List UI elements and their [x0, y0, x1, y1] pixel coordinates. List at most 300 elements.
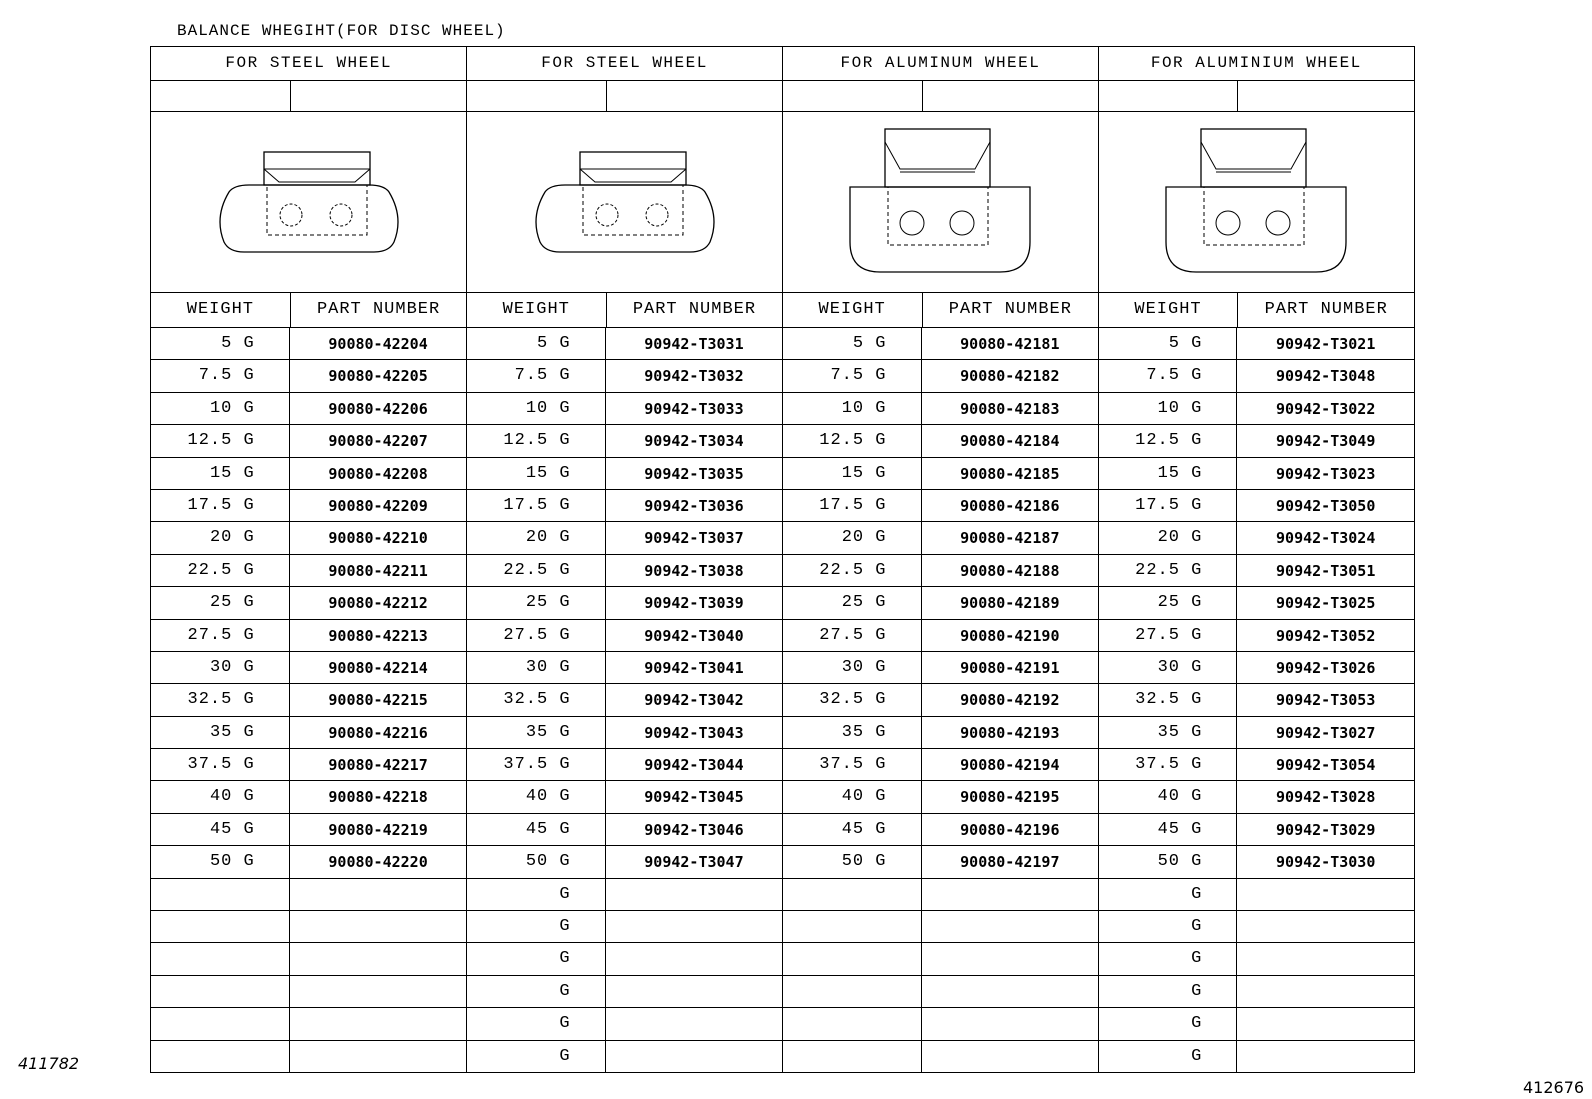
part-number-cell: 90080-42196 [960, 820, 1060, 839]
table-body [467, 328, 782, 1072]
part-number-cell: 90942-T3022 [1276, 399, 1376, 418]
table-row [151, 1041, 466, 1072]
weight-cell: 45 G [783, 814, 922, 845]
table-row [467, 879, 782, 911]
weight-cell: 22.5 G [783, 555, 922, 586]
weight-cell: 37.5 G [467, 749, 606, 780]
aluminum-weight-illustration [783, 112, 1098, 293]
weight-cell: G [467, 879, 606, 910]
weight-cell [783, 976, 922, 1007]
weight-cell: 27.5 G [783, 620, 922, 651]
part-number-cell: 90942-T3040 [644, 626, 744, 645]
part-number-cell: 90942-T3039 [644, 594, 744, 613]
weight-cell: 25 G [1099, 587, 1238, 618]
part-number-cell: 90080-42210 [328, 529, 428, 548]
group-heading: FOR STEEL WHEEL [151, 47, 466, 81]
weight-cell: 15 G [1099, 458, 1238, 489]
table-row [151, 393, 466, 425]
table-row [151, 1008, 466, 1040]
part-number-cell: 90942-T3045 [644, 788, 744, 807]
weight-cell: 50 G [783, 846, 922, 877]
part-number-cell: 90080-42183 [960, 399, 1060, 418]
weight-cell: 27.5 G [1099, 620, 1238, 651]
weight-cell: 27.5 G [151, 620, 290, 651]
weight-cell: 45 G [1099, 814, 1238, 845]
table-row [1099, 943, 1414, 975]
table-row [467, 846, 782, 878]
table-row [1099, 393, 1414, 425]
part-number-cell: 90942-T3054 [1276, 756, 1376, 775]
part-number-cell: 90080-42214 [328, 658, 428, 677]
table-row [1099, 555, 1414, 587]
weight-cell: 32.5 G [783, 684, 922, 715]
weight-cell: 15 G [467, 458, 606, 489]
weight-cell: 10 G [467, 393, 606, 424]
weight-cell: 40 G [151, 781, 290, 812]
part-number-cell [922, 911, 1099, 942]
blank-cell [151, 81, 291, 111]
part-number-cell: 90942-T3032 [644, 367, 744, 386]
table-row [151, 781, 466, 813]
table-row [151, 458, 466, 490]
blank-cell [1099, 81, 1239, 111]
table-row [1099, 490, 1414, 522]
weight-cell: G [467, 943, 606, 974]
table-row [1099, 879, 1414, 911]
table-row [151, 652, 466, 684]
part-number-cell: 90942-T3034 [644, 432, 744, 451]
part-number-cell: 90942-T3041 [644, 658, 744, 677]
part-number-cell: 90080-42184 [960, 432, 1060, 451]
part-number-cell [922, 879, 1099, 910]
part-number-cell [922, 976, 1099, 1007]
part-number-cell: 90942-T3049 [1276, 432, 1376, 451]
reference-number-left: 411782 [18, 1054, 80, 1073]
group-aluminum-2 [1098, 46, 1415, 1073]
weight-cell: 35 G [783, 717, 922, 748]
part-number-cell [1237, 1041, 1414, 1072]
part-number-cell [1237, 1008, 1414, 1039]
table-row [151, 555, 466, 587]
weight-cell: 30 G [1099, 652, 1238, 683]
part-number-cell [290, 1041, 467, 1072]
part-number-cell: 90080-42211 [328, 561, 428, 580]
part-number-cell [290, 911, 467, 942]
table-row [1099, 717, 1414, 749]
weight-cell: 7.5 G [783, 360, 922, 391]
part-number-cell: 90080-42182 [960, 367, 1060, 386]
weight-cell: 30 G [467, 652, 606, 683]
weight-cell: 35 G [1099, 717, 1238, 748]
table-row [151, 717, 466, 749]
table-row [151, 620, 466, 652]
table-row [1099, 620, 1414, 652]
weight-column-header: WEIGHT [467, 293, 607, 327]
part-number-cell: 90080-42195 [960, 788, 1060, 807]
table-body [151, 328, 466, 1072]
group-heading: FOR ALUMINUM WHEEL [783, 47, 1098, 81]
table-row [467, 522, 782, 554]
weight-column-header: WEIGHT [783, 293, 923, 327]
table-row [783, 911, 1098, 943]
weight-cell: 50 G [1099, 846, 1238, 877]
part-number-column-header: PART NUMBER [1264, 300, 1388, 319]
table-body [783, 328, 1098, 1072]
table-row [783, 814, 1098, 846]
blank-header-row [467, 81, 782, 112]
table-row [1099, 1041, 1414, 1072]
table-row [783, 328, 1098, 360]
part-number-cell: 90080-42206 [328, 399, 428, 418]
weight-cell: G [467, 1008, 606, 1039]
part-number-cell: 90080-42191 [960, 658, 1060, 677]
part-number-cell: 90080-42215 [328, 691, 428, 710]
weight-cell: 12.5 G [783, 425, 922, 456]
weight-cell: 20 G [151, 522, 290, 553]
table-row [783, 555, 1098, 587]
weight-cell: 5 G [467, 328, 606, 359]
table-row [467, 911, 782, 943]
table-row [151, 490, 466, 522]
weight-cell: 32.5 G [467, 684, 606, 715]
table-row [151, 522, 466, 554]
group-steel-2 [466, 46, 783, 1073]
table-body [1099, 328, 1414, 1072]
table-row [151, 814, 466, 846]
weight-cell [783, 1041, 922, 1072]
table-row [1099, 911, 1414, 943]
part-number-cell: 90942-T3033 [644, 399, 744, 418]
table-row [783, 1041, 1098, 1072]
table-row [1099, 458, 1414, 490]
weight-cell: 45 G [467, 814, 606, 845]
table-row [467, 1041, 782, 1072]
weight-cell: 17.5 G [467, 490, 606, 521]
table-row [1099, 976, 1414, 1008]
group-heading: FOR ALUMINIUM WHEEL [1099, 47, 1414, 81]
weight-cell: 40 G [783, 781, 922, 812]
weight-cell [783, 943, 922, 974]
table-row [1099, 814, 1414, 846]
weight-cell: 30 G [151, 652, 290, 683]
table-row [1099, 781, 1414, 813]
weight-cell: G [467, 976, 606, 1007]
table-row [467, 943, 782, 975]
weight-cell: 32.5 G [151, 684, 290, 715]
table-row [467, 652, 782, 684]
weight-cell: 27.5 G [467, 620, 606, 651]
part-number-cell [606, 1008, 783, 1039]
weight-cell: G [1099, 943, 1238, 974]
weight-column-header: WEIGHT [1099, 293, 1239, 327]
part-number-cell: 90942-T3051 [1276, 561, 1376, 580]
part-number-cell: 90942-T3038 [644, 561, 744, 580]
table-row [783, 976, 1098, 1008]
part-number-cell: 90942-T3052 [1276, 626, 1376, 645]
weight-cell: 10 G [1099, 393, 1238, 424]
weight-cell: G [1099, 976, 1238, 1007]
part-number-cell: 90942-T3048 [1276, 367, 1376, 386]
table-row [783, 846, 1098, 878]
weight-cell: 5 G [1099, 328, 1238, 359]
weight-cell: 15 G [151, 458, 290, 489]
weight-cell: 22.5 G [151, 555, 290, 586]
weight-cell: 35 G [467, 717, 606, 748]
weight-cell: 17.5 G [783, 490, 922, 521]
weight-cell: G [1099, 879, 1238, 910]
part-number-cell: 90942-T3053 [1276, 691, 1376, 710]
part-number-column-header: PART NUMBER [632, 300, 757, 319]
weight-cell: 50 G [467, 846, 606, 877]
part-number-cell: 90080-42181 [960, 335, 1060, 353]
table-row [1099, 749, 1414, 781]
part-number-cell: 90942-T3028 [1276, 788, 1376, 807]
weight-cell: G [1099, 1041, 1238, 1072]
table-row [467, 425, 782, 457]
part-number-cell: 90080-42219 [328, 820, 428, 839]
weight-cell: 25 G [783, 587, 922, 618]
column-header-row [783, 293, 1098, 328]
steel-weight-illustration [467, 112, 782, 293]
table-row [151, 425, 466, 457]
part-number-cell: 90942-T3046 [644, 820, 744, 839]
part-number-cell: 90080-42197 [960, 853, 1060, 872]
part-number-cell [290, 879, 467, 910]
weight-cell [151, 1041, 290, 1072]
part-number-cell: 90080-42216 [328, 723, 428, 742]
weight-cell: 7.5 G [151, 360, 290, 391]
group-aluminum-1 [782, 46, 1099, 1073]
weight-cell: G [467, 911, 606, 942]
part-number-cell: 90942-T3042 [644, 691, 744, 710]
table-row [467, 1008, 782, 1040]
table-row [1099, 425, 1414, 457]
part-number-cell [1237, 879, 1414, 910]
weight-cell: 7.5 G [467, 360, 606, 391]
part-number-cell: 90942-T3026 [1276, 658, 1376, 677]
part-number-cell: 90942-T3043 [644, 723, 744, 742]
weight-cell [151, 976, 290, 1007]
weight-cell: 32.5 G [1099, 684, 1238, 715]
weight-cell: 12.5 G [467, 425, 606, 456]
table-row [151, 976, 466, 1008]
blank-header-row [783, 81, 1098, 112]
weight-cell: 7.5 G [1099, 360, 1238, 391]
part-number-cell: 90942-T3044 [644, 756, 744, 775]
part-number-cell [922, 1041, 1099, 1072]
blank-header-row [151, 81, 466, 112]
table-row [467, 717, 782, 749]
part-number-cell: 90080-42218 [328, 788, 428, 807]
part-number-cell: 90942-T3047 [644, 853, 744, 872]
table-row [151, 684, 466, 716]
blank-cell [467, 81, 607, 111]
table-row [467, 814, 782, 846]
part-number-cell: 90080-42208 [328, 464, 428, 483]
column-header-row [467, 293, 782, 328]
weight-cell: 37.5 G [151, 749, 290, 780]
part-number-cell: 90942-T3035 [644, 464, 744, 483]
part-number-cell [606, 879, 783, 910]
balance-weight-table [150, 46, 1415, 1073]
table-row [783, 749, 1098, 781]
table-row [1099, 652, 1414, 684]
weight-cell [151, 879, 290, 910]
weight-cell: 25 G [467, 587, 606, 618]
table-row [467, 360, 782, 392]
table-row [467, 393, 782, 425]
table-row [783, 360, 1098, 392]
part-number-cell: 90080-42189 [960, 594, 1060, 613]
table-row [783, 620, 1098, 652]
weight-cell: 20 G [783, 522, 922, 553]
weight-cell: 5 G [783, 328, 922, 359]
part-number-cell: 90942-T3025 [1276, 594, 1376, 613]
part-number-cell: 90942-T3030 [1276, 853, 1376, 872]
weight-cell: G [1099, 1008, 1238, 1039]
part-number-cell: 90942-T3021 [1276, 335, 1376, 353]
weight-cell: 40 G [467, 781, 606, 812]
part-number-cell [606, 976, 783, 1007]
weight-cell: 20 G [467, 522, 606, 553]
part-number-cell [290, 943, 467, 974]
part-number-cell: 90942-T3024 [1276, 529, 1376, 548]
part-number-cell: 90942-T3036 [644, 496, 744, 515]
table-row [151, 587, 466, 619]
part-number-cell: 90080-42190 [960, 626, 1060, 645]
table-row [1099, 684, 1414, 716]
weight-cell: 40 G [1099, 781, 1238, 812]
group-heading: FOR STEEL WHEEL [467, 47, 782, 81]
weight-cell: G [467, 1041, 606, 1072]
weight-cell: 10 G [151, 393, 290, 424]
table-row [467, 976, 782, 1008]
table-row [151, 749, 466, 781]
column-header-row [151, 293, 466, 328]
part-number-cell: 90080-42209 [328, 496, 428, 515]
weight-cell: 15 G [783, 458, 922, 489]
table-row [467, 684, 782, 716]
table-row [151, 943, 466, 975]
table-groups [150, 46, 1415, 1073]
part-number-cell: 90942-T3037 [644, 529, 744, 548]
weight-cell [151, 911, 290, 942]
weight-cell: 22.5 G [1099, 555, 1238, 586]
weight-cell: 17.5 G [1099, 490, 1238, 521]
weight-cell: 22.5 G [467, 555, 606, 586]
part-number-cell: 90942-T3027 [1276, 723, 1376, 742]
part-number-cell [606, 911, 783, 942]
part-number-cell: 90080-42185 [960, 464, 1060, 483]
table-row [783, 587, 1098, 619]
table-row [783, 425, 1098, 457]
table-row [783, 522, 1098, 554]
part-number-cell: 90080-42212 [328, 594, 428, 613]
weight-cell: 45 G [151, 814, 290, 845]
table-row [467, 749, 782, 781]
part-number-cell: 90080-42220 [328, 853, 428, 872]
table-row [467, 781, 782, 813]
table-row [783, 684, 1098, 716]
weight-cell: 37.5 G [1099, 749, 1238, 780]
weight-cell: 30 G [783, 652, 922, 683]
part-number-cell: 90080-42188 [960, 561, 1060, 580]
part-number-cell: 90080-42192 [960, 691, 1060, 710]
reference-number-right: 412676 [1523, 1078, 1585, 1097]
part-number-cell [290, 976, 467, 1007]
part-number-cell: 90942-T3029 [1276, 820, 1376, 839]
weight-cell: 10 G [783, 393, 922, 424]
weight-cell [151, 1008, 290, 1039]
table-row [783, 393, 1098, 425]
part-number-cell [606, 943, 783, 974]
table-row [783, 458, 1098, 490]
table-row [467, 328, 782, 360]
table-row [467, 458, 782, 490]
table-row [467, 555, 782, 587]
weight-cell: 17.5 G [151, 490, 290, 521]
part-number-cell: 90080-42186 [960, 496, 1060, 515]
part-number-cell: 90080-42187 [960, 529, 1060, 548]
table-row [1099, 360, 1414, 392]
weight-cell [783, 911, 922, 942]
part-number-cell [606, 1041, 783, 1072]
table-row [467, 620, 782, 652]
part-number-cell: 90942-T3023 [1276, 464, 1376, 483]
table-row [151, 328, 466, 360]
part-number-cell: 90080-42205 [328, 367, 428, 386]
part-number-cell: 90080-42194 [960, 756, 1060, 775]
table-row [151, 846, 466, 878]
table-row [783, 879, 1098, 911]
weight-cell [151, 943, 290, 974]
table-row [1099, 587, 1414, 619]
aluminum-weight-illustration [1099, 112, 1414, 293]
table-row [783, 652, 1098, 684]
part-number-cell [290, 1008, 467, 1039]
column-header-row [1099, 293, 1414, 328]
table-row [151, 360, 466, 392]
part-number-column-header: PART NUMBER [948, 300, 1072, 319]
part-number-cell [1237, 943, 1414, 974]
weight-cell: 35 G [151, 717, 290, 748]
part-number-cell [1237, 911, 1414, 942]
group-steel-1 [150, 46, 467, 1073]
weight-cell [783, 1008, 922, 1039]
part-number-cell [1237, 976, 1414, 1007]
document-title: BALANCE WHEGIHT(FOR DISC WHEEL) [177, 22, 506, 40]
table-row [1099, 1008, 1414, 1040]
table-row [783, 717, 1098, 749]
part-number-cell: 90080-42217 [328, 756, 428, 775]
weight-cell: 5 G [151, 328, 290, 359]
table-row [151, 879, 466, 911]
weight-cell: G [1099, 911, 1238, 942]
part-number-cell: 90942-T3050 [1276, 496, 1376, 515]
table-row [467, 490, 782, 522]
table-row [783, 781, 1098, 813]
part-number-column-header: PART NUMBER [316, 300, 441, 319]
blank-cell [783, 81, 923, 111]
steel-weight-illustration [151, 112, 466, 293]
part-number-cell: 90080-42213 [328, 626, 428, 645]
part-number-cell: 90080-42193 [960, 723, 1060, 742]
weight-cell: 50 G [151, 846, 290, 877]
weight-cell: 20 G [1099, 522, 1238, 553]
part-number-cell [922, 1008, 1099, 1039]
weight-column-header: WEIGHT [151, 293, 291, 327]
table-row [783, 490, 1098, 522]
